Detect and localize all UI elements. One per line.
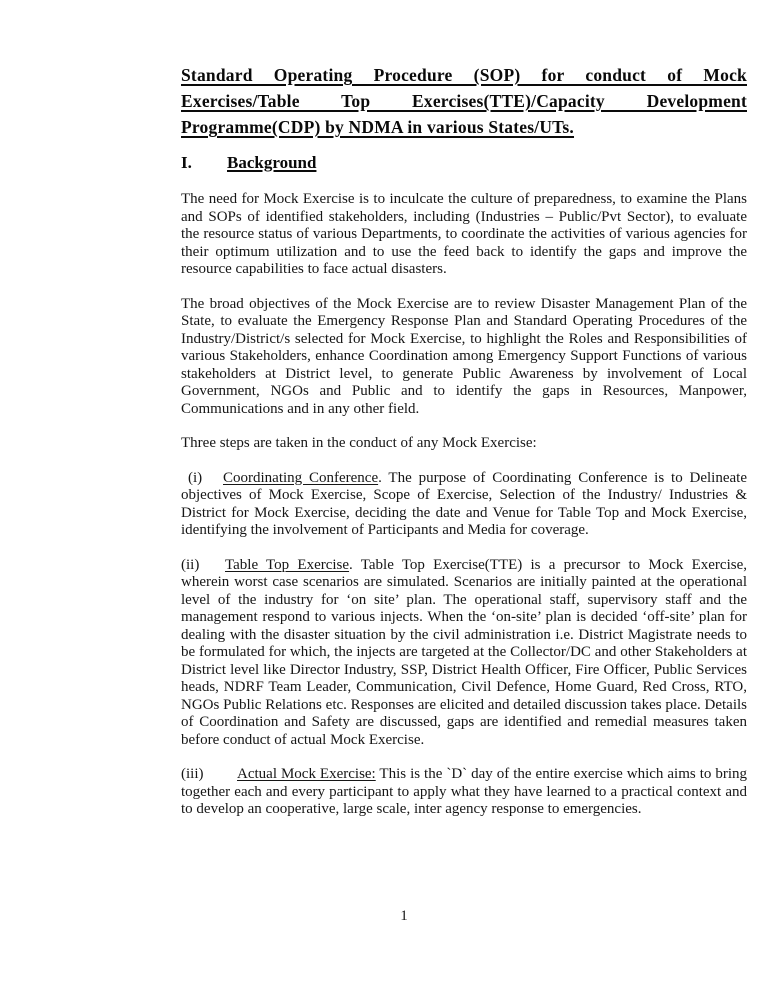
step-number: (ii) (181, 556, 200, 573)
step-label: Coordinating Conference (223, 469, 379, 486)
title-line: Standard Operating Procedure (SOP) for conduct of Mock (181, 65, 747, 85)
page-number: 1 (400, 908, 408, 924)
step-number: (i) (188, 469, 203, 486)
step-text: . The purpose of Coordinating Conference is to Delineate objectives of Mock Exercise, Scope of Exercise, Selection of the Industry/ Industries & District for Mock Exercise, deciding the date and Venue for Table Top and Mock Exercise, identifying the involvement of Participants and Media for coverage. (181, 469, 747, 538)
step-number: (iii) (181, 766, 204, 782)
step-text: This is the `D` day of the entire exercise which aims to bring together each and every participant to apply what they have learned to a practical context and to develop an cooperative, large scale, inter agency response to emergencies. (181, 766, 748, 817)
paragraph-steps-intro: Three steps are taken in the conduct of any Mock Exercise: (181, 435, 537, 451)
section-heading (181, 152, 747, 174)
document-title (181, 62, 747, 140)
step-coordinating-conference (181, 470, 747, 540)
document-content (181, 62, 747, 819)
step-label: Actual Mock Exercise: (237, 766, 376, 782)
step-text: . Table Top Exercise(TTE) is a precursor to Mock Exercise, wherein worst case scenarios are simulated. Scenarios are initially painted at the operational level of the industry for ‘on site’ plan. The operational staff, supervisory staff and the management respond to various injects. When the ‘on-site’ plan is decided ‘off-site’ plan for dealing with the disaster situation by the civil administration i.e. District Magistrate needs to be formulated for which, the injects are targeted at the Collector/DC and other Stakeholders at District level like Director Industry, SSP, District Health Officer, Fire Officer, Public Services heads, NDRF Team Leader, Communication, Civil Defence, Home Guard, Red Cross, RTO, NGOs Public Relations etc. Responses are elicited and detailed discussion takes place. Details of Coordination and Safety are discussed, gaps are identified and remedial measures taken before conduct of actual Mock Exercise. (181, 556, 748, 748)
section-number: I. (181, 153, 192, 172)
title-line: Programme(CDP) by NDMA in various States/UTs. (181, 117, 575, 137)
step-actual-mock-exercise (181, 766, 747, 819)
paragraph-broad-objectives: The broad objectives of the Mock Exercise are to review Disaster Management Plan of the State, to evaluate the Emergency Response Plan and Standard Operating Procedures of the Industry/District/s selected for Mock Exercise, to highlight the Roles and Responsibilities of various Stakeholders, enhance Coordination among Emergency Support Functions of various stakeholders at District level, to generate Public Awareness by involvement of Local Government, NGOs and Public and to identify the gaps in Resources, Manpower, Communications and in any other field. (181, 295, 747, 417)
title-line: Exercises/Table Top Exercises(TTE)/Capacity Development (181, 91, 747, 111)
step-label: Table Top Exercise (225, 556, 350, 573)
paragraph-mock-exercise-need: The need for Mock Exercise is to inculcate the culture of preparedness, to examine the Plans and SOPs of identified stakeholders, including (Industries – Public/Pvt Sector), to evaluate the resource status of various Departments, to coordinate the activities of various agencies for their optimum utilization and to use the feed back to identify the gaps and improve the resource capabilities to face actual disasters. (181, 191, 747, 277)
step-table-top-exercise (181, 557, 747, 750)
section-title: Background (227, 153, 317, 172)
